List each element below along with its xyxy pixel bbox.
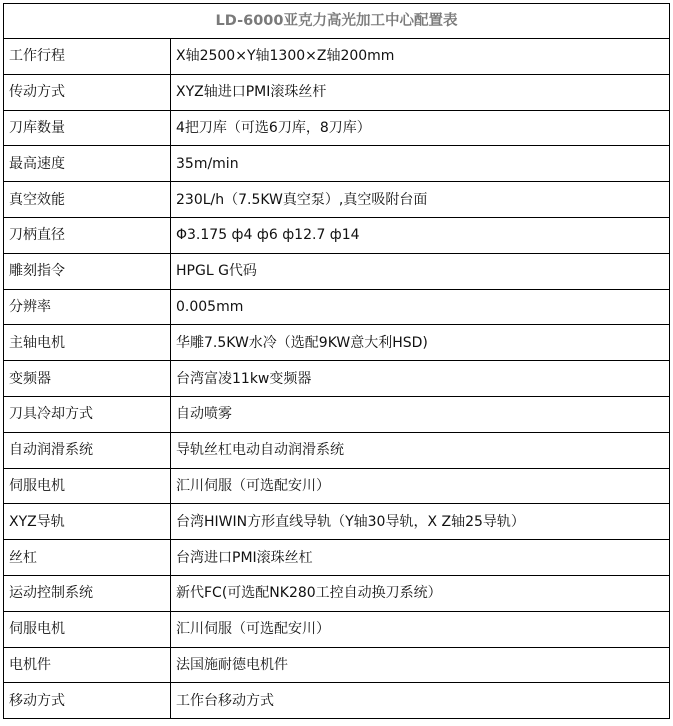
row-label: 运动控制系统: [4, 575, 171, 611]
table-row: [4, 217, 670, 253]
row-value: 台湾进口PMI滚珠丝杠: [171, 540, 670, 576]
row-label: 刀柄直径: [4, 217, 171, 253]
row-label: 变频器: [4, 361, 171, 397]
table-row: [4, 504, 670, 540]
table-row: [4, 683, 670, 719]
row-label: 传动方式: [4, 74, 171, 110]
table-row: [4, 182, 670, 218]
row-label: 工作行程: [4, 39, 171, 75]
row-label: 真空效能: [4, 182, 171, 218]
row-value: 汇川伺服（可选配安川）: [171, 468, 670, 504]
table-row: [4, 361, 670, 397]
row-value: 华雕7.5KW水冷（选配9KW意大利HSD): [171, 325, 670, 361]
spec-table: [3, 3, 670, 719]
table-row: [4, 432, 670, 468]
row-value: 法国施耐德电机件: [171, 647, 670, 683]
row-value: X轴2500×Y轴1300×Z轴200mm: [171, 39, 670, 75]
row-value: 汇川伺服（可选配安川）: [171, 611, 670, 647]
row-value: 台湾富凌11kw变频器: [171, 361, 670, 397]
row-value: 导轨丝杠电动自动润滑系统: [171, 432, 670, 468]
table-row: [4, 74, 670, 110]
row-label: 刀库数量: [4, 110, 171, 146]
table-row: [4, 540, 670, 576]
row-value: XYZ轴进口PMI滚珠丝杆: [171, 74, 670, 110]
row-value: Φ3.175 ф4 ф6 ф12.7 ф14: [171, 217, 670, 253]
table-row: [4, 468, 670, 504]
row-label: 刀具冷却方式: [4, 396, 171, 432]
table-row: [4, 146, 670, 182]
row-label: 自动润滑系统: [4, 432, 171, 468]
title-row: [4, 4, 670, 39]
row-label: 主轴电机: [4, 325, 171, 361]
row-value: 自动喷雾: [171, 396, 670, 432]
row-value: 工作台移动方式: [171, 683, 670, 719]
row-label: 丝杠: [4, 540, 171, 576]
table-title: LD-6000亚克力高光加工中心配置表: [4, 4, 670, 39]
table-row: [4, 611, 670, 647]
row-label: 雕刻指令: [4, 253, 171, 289]
row-label: 分辨率: [4, 289, 171, 325]
row-value: 新代FC(可选配NK280工控自动换刀系统）: [171, 575, 670, 611]
table-row: [4, 253, 670, 289]
table-row: [4, 39, 670, 75]
row-label: 电机件: [4, 647, 171, 683]
row-value: HPGL G代码: [171, 253, 670, 289]
row-value: 台湾HIWIN方形直线导轨（Y轴30导轨，X Z轴25导轨）: [171, 504, 670, 540]
row-label: 最高速度: [4, 146, 171, 182]
row-value: 35m/min: [171, 146, 670, 182]
row-value: 230L/h（7.5KW真空泵）,真空吸附台面: [171, 182, 670, 218]
table-row: [4, 289, 670, 325]
row-value: 0.005mm: [171, 289, 670, 325]
row-label: XYZ导轨: [4, 504, 171, 540]
row-value: 4把刀库（可选6刀库，8刀库）: [171, 110, 670, 146]
table-row: [4, 647, 670, 683]
table-row: [4, 325, 670, 361]
table-row: [4, 110, 670, 146]
row-label: 伺服电机: [4, 468, 171, 504]
table-row: [4, 575, 670, 611]
table-row: [4, 396, 670, 432]
row-label: 伺服电机: [4, 611, 171, 647]
row-label: 移动方式: [4, 683, 171, 719]
